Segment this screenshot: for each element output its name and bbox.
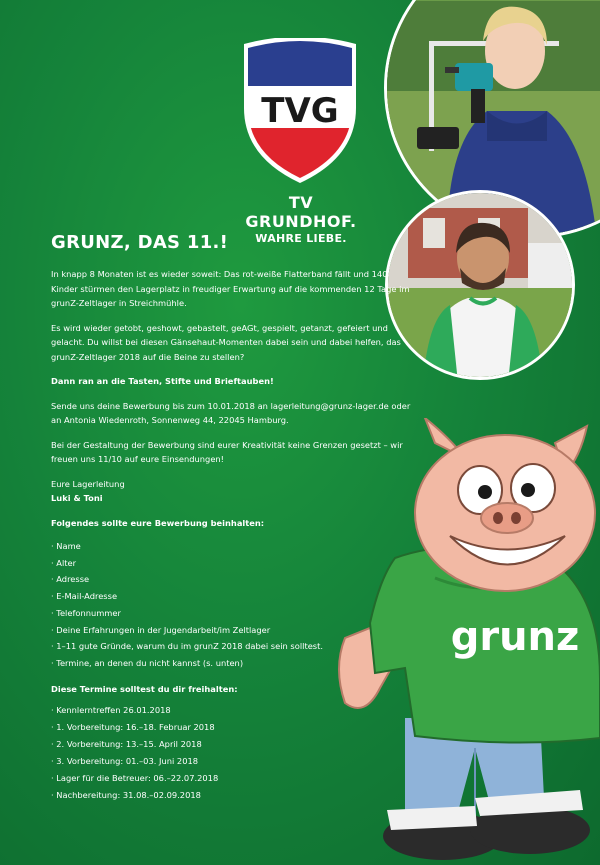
shirt-text: grunz — [450, 614, 580, 660]
list-item: · Nachbereitung: 31.08.–02.09.2018 — [51, 787, 411, 804]
signature-intro: Eure Lagerleitung — [51, 478, 125, 489]
logo-text: TVG — [261, 91, 339, 131]
list-item: · Kennlerntreffen 26.01.2018 — [51, 702, 411, 719]
list-item: · 1. Vorbereitung: 16.–18. Februar 2018 — [51, 719, 411, 736]
signature-names: Luki & Toni — [51, 493, 103, 503]
list-item: · Alter — [51, 555, 411, 572]
tvg-logo — [240, 38, 360, 183]
list-item: · Telefonnummer — [51, 605, 411, 622]
activities-paragraph: Es wird wieder getobt, geshowt, gebastelt, geAGt, gespielt, getanzt, gefeiert und gelacht. Du willst bei diesen Gänsehaut-Momenten dabei sein und dabei helfen, das grunZ-Zeltlager 2018 auf die Beine zu stellen? — [51, 322, 401, 362]
club-slogan: WAHRE LIEBE. — [255, 232, 347, 245]
call-to-action: Dann ran an die Tasten, Stifte und Brieftauben! — [51, 376, 274, 386]
list-item: · Lager für die Betreuer: 06.–22.07.2018 — [51, 770, 411, 787]
list-item: · Termine, an denen du nicht kannst (s. unten) — [51, 655, 411, 672]
dates-heading: Diese Termine solltest du dir freihalten: — [51, 683, 238, 694]
club-name: TV GRUNDHOF. — [245, 193, 357, 231]
photo-volunteer-man — [385, 190, 575, 380]
list-item: · Name — [51, 538, 411, 555]
list-item: · 3. Vorbereitung: 01.–03. Juni 2018 — [51, 753, 411, 770]
list-item: · 2. Vorbereitung: 13.–15. April 2018 — [51, 736, 411, 753]
grunz-pig-mascot — [325, 418, 600, 865]
page-title: GRUNZ, DAS 11.! — [51, 232, 229, 253]
intro-paragraph: In knapp 8 Monaten ist es wieder soweit: Das rot-weiße Flatterband fällt und 140 Kinder stürmen den Lagerplatz in freudiger Erwartung auf die kommenden 12 Tage im grunZ-Zeltlager in Streichmühle. — [51, 269, 410, 308]
application-address-paragraph: Sende uns deine Bewerbung bis zum 10.01.2018 an lagerleitung@grunz-lager.de oder an Antonia Wiedenroth, Sonnenweg 44, 22045 Hamburg. — [51, 400, 411, 425]
list-item: · E-Mail-Adresse — [51, 588, 411, 605]
list-item: · Adresse — [51, 571, 411, 588]
list-item: · Deine Erfahrungen in der Jugendarbeit/im Zeltlager — [51, 622, 411, 639]
creativity-paragraph: Bei der Gestaltung der Bewerbung sind eurer Kreativität keine Grenzen gesetzt – wir freuen uns 11/10 auf eure Einsendungen! — [51, 439, 403, 464]
requirements-heading: Folgendes sollte eure Bewerbung beinhalten: — [51, 517, 265, 528]
list-item: · 1–11 gute Gründe, warum du im grunZ 2018 dabei sein solltest. — [51, 638, 411, 655]
